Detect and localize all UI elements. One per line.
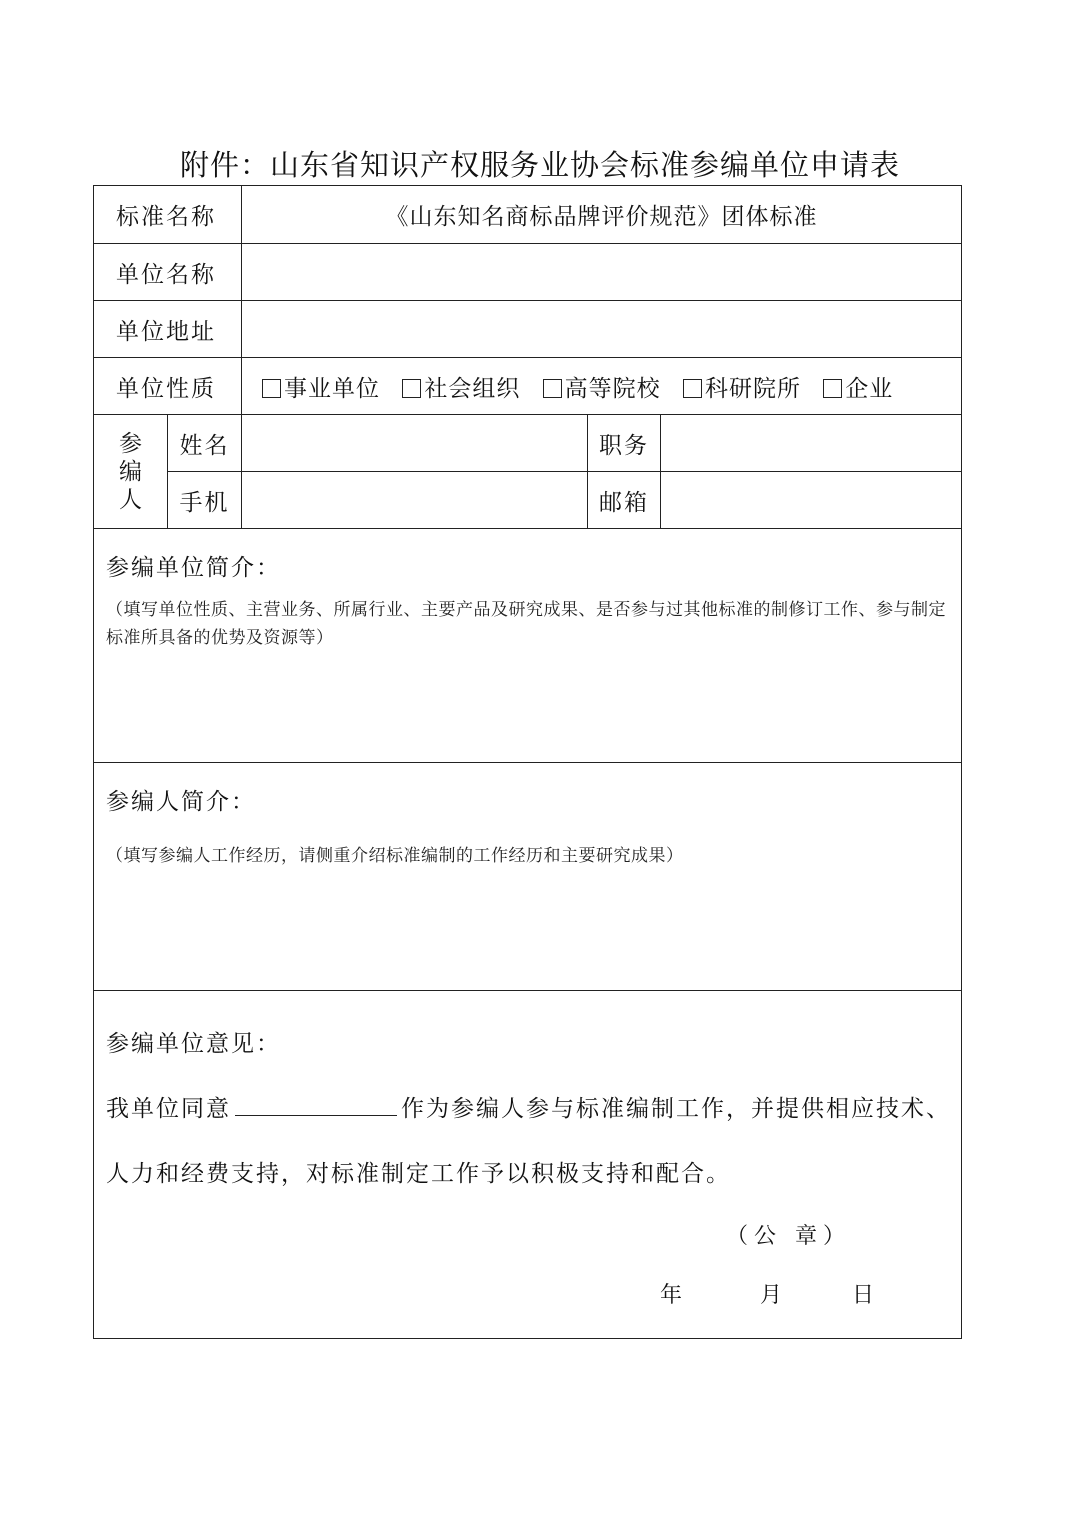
- nature-option-social-organization[interactable]: 社会组织: [402, 376, 520, 402]
- unit-nature-label: 单位性质: [94, 358, 242, 415]
- checkbox[interactable]: [262, 379, 281, 398]
- unit-intro-heading: 参编单位简介：: [106, 555, 281, 581]
- nature-option-public-institution[interactable]: 事业单位: [262, 376, 380, 402]
- person-intro-heading: 参编人简介：: [106, 789, 256, 815]
- opinion-line-1: 我单位同意 作为参编人参与标准编制工作，并提供相应技术、: [106, 1090, 949, 1123]
- form-title: 附件：山东省知识产权服务业协会标准参编单位申请表: [179, 148, 900, 182]
- opinion-line-2: 人力和经费支持，对标准制定工作予以积极支持和配合。: [106, 1161, 731, 1187]
- row-participant-phone: [94, 472, 962, 529]
- date-month: 月: [760, 1283, 783, 1308]
- participant-email-field[interactable]: [661, 472, 962, 529]
- row-person-intro: [94, 763, 962, 991]
- participant-phone-label: 手机: [168, 472, 242, 529]
- nature-option-enterprise[interactable]: 企业: [823, 376, 893, 402]
- unit-name-label: 单位名称: [94, 244, 242, 301]
- standard-name-value: 《山东知名商标品牌评价规范》团体标准: [242, 186, 962, 244]
- nature-option-university[interactable]: 高等院校: [543, 376, 661, 402]
- participant-name-field[interactable]: [242, 415, 588, 472]
- unit-address-label: 单位地址: [94, 301, 242, 358]
- participant-position-field[interactable]: [661, 415, 962, 472]
- participant-name-label: 姓名: [168, 415, 242, 472]
- participant-position-label: 职务: [588, 415, 661, 472]
- opinion-heading: 参编单位意见：: [106, 1031, 281, 1057]
- row-unit-intro: [94, 529, 962, 763]
- row-unit-nature: [94, 358, 962, 415]
- checkbox[interactable]: [543, 379, 562, 398]
- unit-nature-options: [242, 358, 962, 415]
- checkbox[interactable]: [823, 379, 842, 398]
- unit-address-field[interactable]: [242, 301, 962, 358]
- participant-group-label: 参 编 人: [94, 415, 168, 529]
- person-intro-hint: （填写参编人工作经历，请侧重介绍标准编制的工作经历和主要研究成果）: [106, 846, 684, 866]
- date-day: 日: [852, 1283, 875, 1308]
- nature-option-research-institute[interactable]: 科研院所: [683, 376, 801, 402]
- date-line: [660, 1278, 874, 1309]
- opinion-section: [94, 991, 962, 1339]
- row-unit-address: [94, 301, 962, 358]
- unit-intro-section[interactable]: [94, 529, 962, 763]
- participant-email-label: 邮箱: [588, 472, 661, 529]
- person-intro-section[interactable]: [94, 763, 962, 991]
- application-form-table: [93, 185, 962, 1339]
- row-unit-name: [94, 244, 962, 301]
- checkbox[interactable]: [402, 379, 421, 398]
- checkbox[interactable]: [683, 379, 702, 398]
- participant-fill-blank[interactable]: [235, 1093, 397, 1116]
- unit-name-field[interactable]: [242, 244, 962, 301]
- unit-intro-hint: （填写单位性质、主营业务、所属行业、主要产品及研究成果、是否参与过其他标准的制修订工作、参与制定标准所具备的优势及资源等）: [106, 600, 946, 648]
- official-seal-text: （公 章）: [726, 1224, 851, 1249]
- row-standard-name: [94, 186, 962, 244]
- date-year: 年: [660, 1283, 683, 1308]
- row-opinion: [94, 991, 962, 1339]
- row-participant-name: [94, 415, 962, 472]
- standard-name-label: 标准名称: [94, 186, 242, 244]
- participant-phone-field[interactable]: [242, 472, 588, 529]
